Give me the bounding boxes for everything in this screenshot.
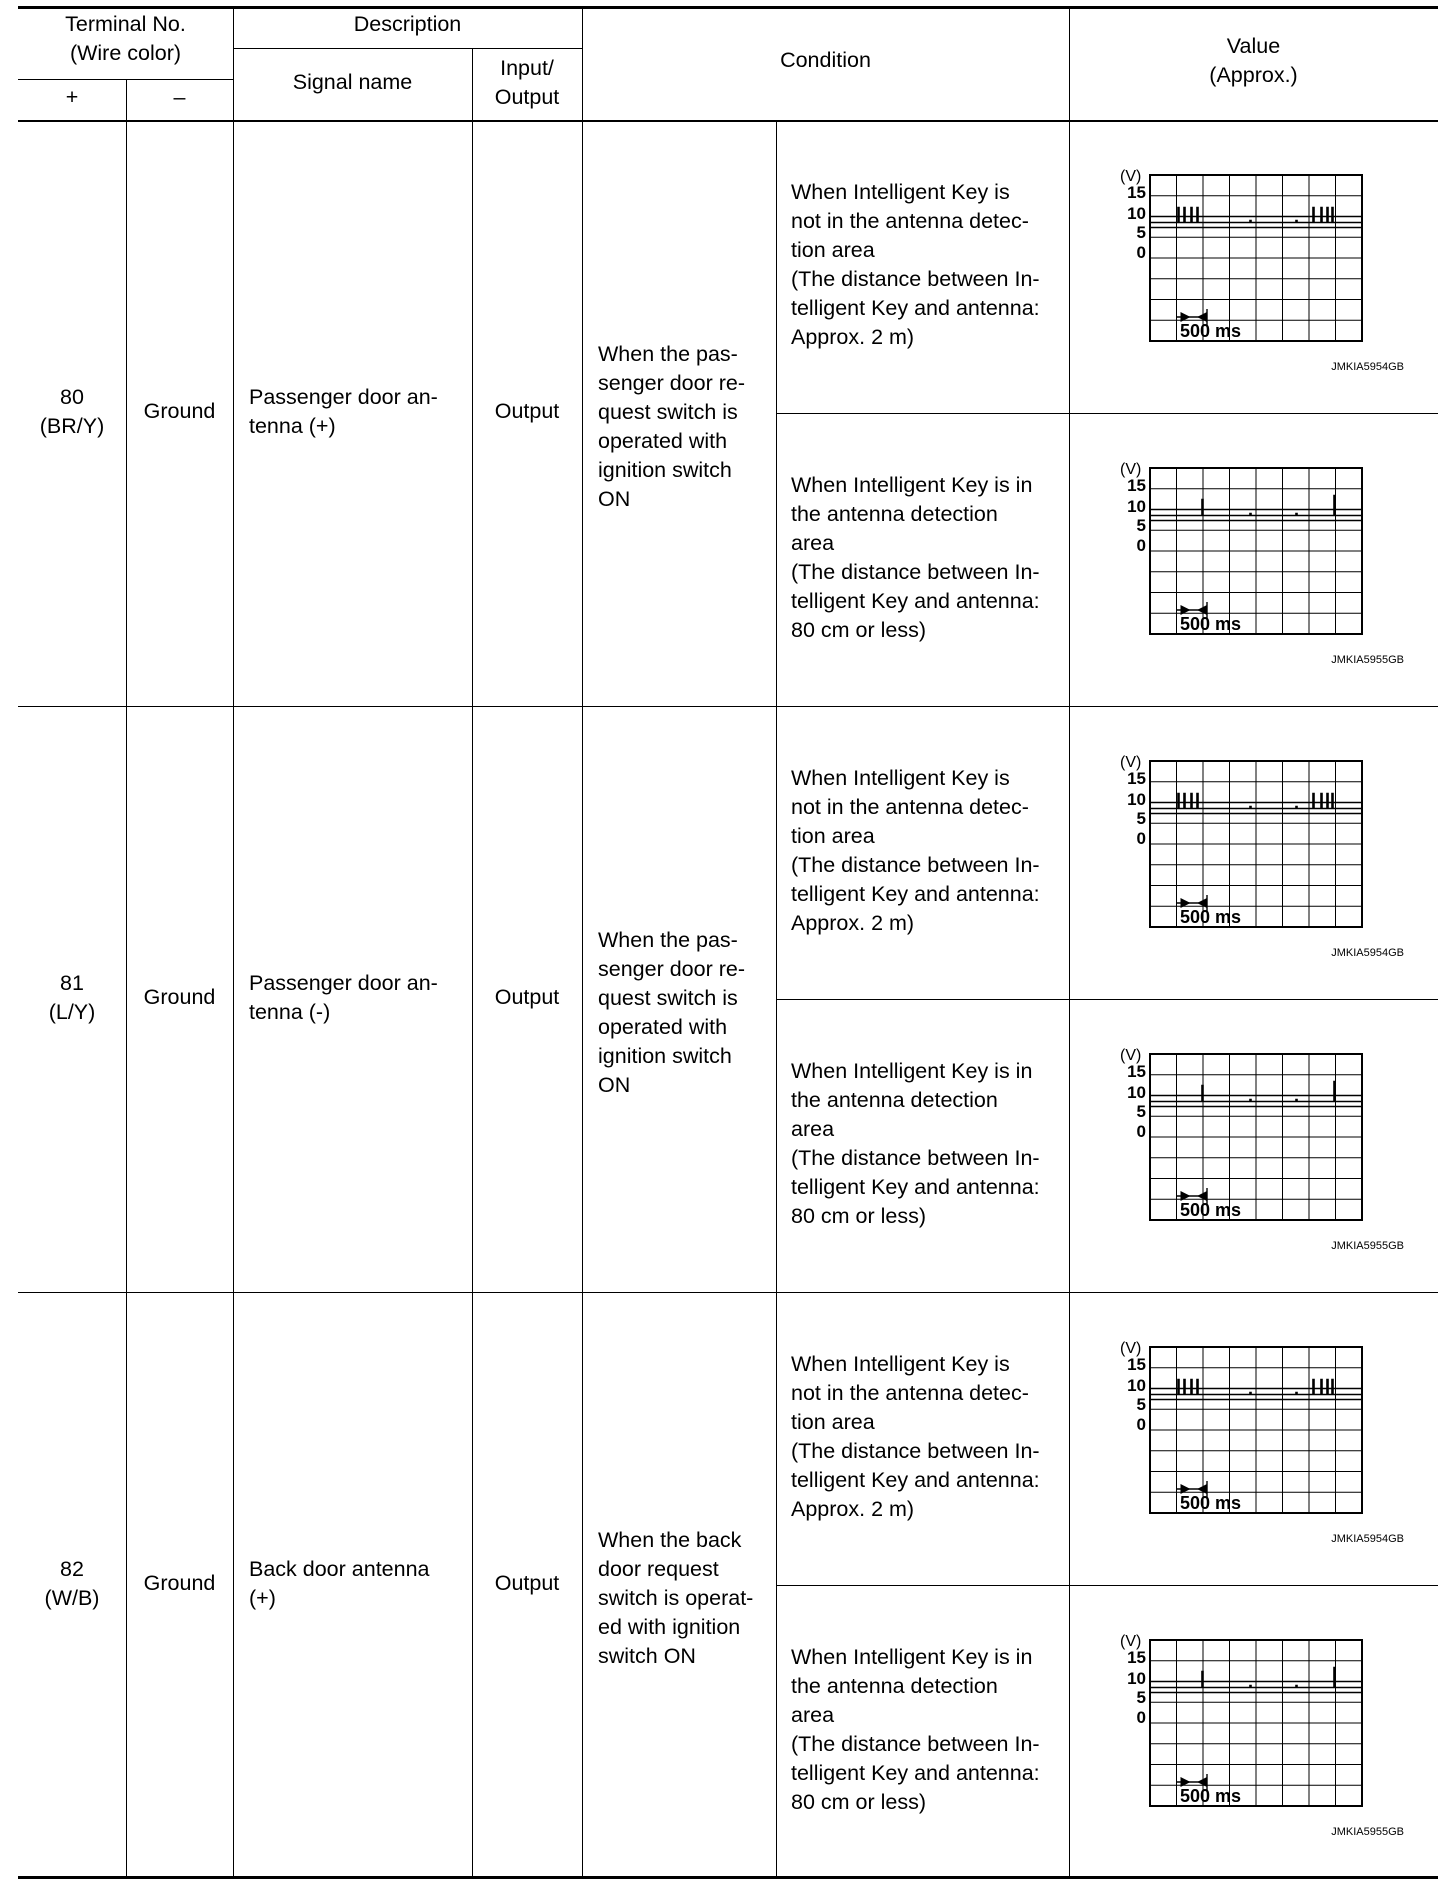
row80-sub2-waveform — [1106, 458, 1406, 668]
row80-sub1-waveform — [1106, 165, 1406, 375]
row81-sub2-detail: When Intelligent Key is in the antenna detection area (The distance between In- telligent Key and antenna: 80 cm or less) — [791, 1059, 1040, 1228]
unit-label: (V) — [1120, 1340, 1142, 1357]
row80-ground: Ground — [143, 399, 216, 423]
tick-label: 0 — [1136, 1708, 1146, 1727]
row80-sub2-detail: When Intelligent Key is in the antenna detection area (The distance between In- telligent Key and antenna: 80 cm or less) — [791, 473, 1040, 642]
rule-sub-row2 — [776, 999, 1438, 1000]
rule-top — [18, 6, 1438, 9]
rule-sub-row1 — [776, 413, 1438, 414]
row82-io: Output — [494, 1571, 560, 1595]
row81-terminal: 81 (L/Y) — [48, 971, 96, 1024]
tick-label: 15 — [1127, 1355, 1146, 1374]
waveform-svg — [1106, 458, 1406, 668]
header-description: Description — [353, 12, 462, 36]
row81-sub1-detail: When Intelligent Key is not in the antenna detec- tion area (The distance between In- telligent Key and antenna: Approx. 2 m) — [791, 766, 1040, 935]
tick-label: 5 — [1136, 516, 1146, 535]
unit-label: (V) — [1120, 1633, 1142, 1650]
tick-label: 0 — [1136, 536, 1146, 555]
col-rule-2 — [233, 6, 234, 1878]
figure-code: JMKIA5954GB — [1331, 1533, 1404, 1545]
time-division-label: 500 ms — [1180, 1493, 1242, 1513]
tick-label: 5 — [1136, 1395, 1146, 1414]
waveform-svg — [1106, 1630, 1406, 1840]
row82-sub2-waveform — [1106, 1630, 1406, 1840]
time-division-label: 500 ms — [1180, 321, 1242, 341]
time-division-label: 500 ms — [1180, 1786, 1242, 1806]
waveform-svg — [1106, 1337, 1406, 1547]
header-condition: Condition — [780, 48, 871, 72]
figure-code: JMKIA5955GB — [1331, 1826, 1404, 1838]
rule-bottom — [18, 1876, 1438, 1879]
row82-ground: Ground — [143, 1571, 216, 1595]
header-input-output: Input/ Output — [494, 56, 560, 109]
row81-sub1-waveform — [1106, 751, 1406, 961]
waveform-svg — [1106, 165, 1406, 375]
figure-code: JMKIA5955GB — [1331, 1240, 1404, 1252]
unit-label: (V) — [1120, 461, 1142, 478]
header-value: Value (Approx.) — [1209, 34, 1298, 87]
tick-label: 10 — [1127, 1669, 1146, 1688]
row82-condition: When the back door request switch is operat- ed with ignition switch ON — [598, 1528, 754, 1668]
tick-label: 10 — [1127, 790, 1146, 809]
time-division-label: 500 ms — [1180, 1200, 1242, 1220]
row80-io: Output — [494, 399, 560, 423]
tick-label: 10 — [1127, 204, 1146, 223]
figure-code: JMKIA5955GB — [1331, 654, 1404, 666]
time-division-label: 500 ms — [1180, 907, 1242, 927]
tick-label: 15 — [1127, 1648, 1146, 1667]
tick-label: 10 — [1127, 1376, 1146, 1395]
unit-label: (V) — [1120, 754, 1142, 771]
rule-row1 — [18, 706, 1438, 707]
row82-sub1-detail: When Intelligent Key is not in the antenna detec- tion area (The distance between In- telligent Key and antenna: Approx. 2 m) — [791, 1352, 1040, 1521]
row81-condition: When the pas- senger door re- quest switch is operated with ignition switch ON — [598, 928, 745, 1097]
tick-label: 0 — [1136, 829, 1146, 848]
tick-label: 15 — [1127, 769, 1146, 788]
waveform-svg — [1106, 751, 1406, 961]
figure-code: JMKIA5954GB — [1331, 947, 1404, 959]
rule-sub-row3 — [776, 1585, 1438, 1586]
tick-label: 0 — [1136, 243, 1146, 262]
header-terminal-no: Terminal No. (Wire color) — [65, 12, 186, 65]
col-rule-3 — [472, 48, 473, 1878]
col-rule-6 — [1069, 6, 1070, 1878]
row80-condition: When the pas- senger door re- quest switch is operated with ignition switch ON — [598, 342, 745, 511]
tick-label: 10 — [1127, 497, 1146, 516]
col-rule-5 — [776, 120, 777, 1878]
rule-header-bottom — [18, 120, 1438, 122]
tick-label: 5 — [1136, 1688, 1146, 1707]
unit-label: (V) — [1120, 1047, 1142, 1064]
header-plus: + — [65, 85, 79, 109]
row81-io: Output — [494, 985, 560, 1009]
figure-code: JMKIA5954GB — [1331, 361, 1404, 373]
rule-row2 — [18, 1292, 1438, 1293]
row80-signal: Passenger door an- tenna (+) — [249, 385, 438, 438]
rule-header-sub1 — [233, 48, 582, 49]
header-signal-name: Signal name — [292, 70, 413, 94]
waveform-svg — [1106, 1044, 1406, 1254]
tick-label: 15 — [1127, 476, 1146, 495]
row82-signal: Back door antenna (+) — [249, 1557, 430, 1610]
row80-sub1-detail: When Intelligent Key is not in the antenna detec- tion area (The distance between In- telligent Key and antenna: Approx. 2 m) — [791, 180, 1040, 349]
row81-ground: Ground — [143, 985, 216, 1009]
col-rule-1 — [126, 79, 127, 1878]
row82-terminal: 82 (W/B) — [44, 1557, 100, 1610]
tick-label: 5 — [1136, 223, 1146, 242]
unit-label: (V) — [1120, 168, 1142, 185]
row81-sub2-waveform — [1106, 1044, 1406, 1254]
tick-label: 15 — [1127, 183, 1146, 202]
tick-label: 0 — [1136, 1122, 1146, 1141]
tick-label: 10 — [1127, 1083, 1146, 1102]
row82-sub2-detail: When Intelligent Key is in the antenna detection area (The distance between In- telligent Key and antenna: 80 cm or less) — [791, 1645, 1040, 1814]
row82-sub1-waveform — [1106, 1337, 1406, 1547]
col-rule-4 — [582, 6, 583, 1878]
time-division-label: 500 ms — [1180, 614, 1242, 634]
header-minus: – — [173, 85, 186, 109]
row81-signal: Passenger door an- tenna (-) — [249, 971, 438, 1024]
tick-label: 15 — [1127, 1062, 1146, 1081]
row80-terminal: 80 (BR/Y) — [39, 385, 105, 438]
tick-label: 0 — [1136, 1415, 1146, 1434]
tick-label: 5 — [1136, 809, 1146, 828]
tick-label: 5 — [1136, 1102, 1146, 1121]
